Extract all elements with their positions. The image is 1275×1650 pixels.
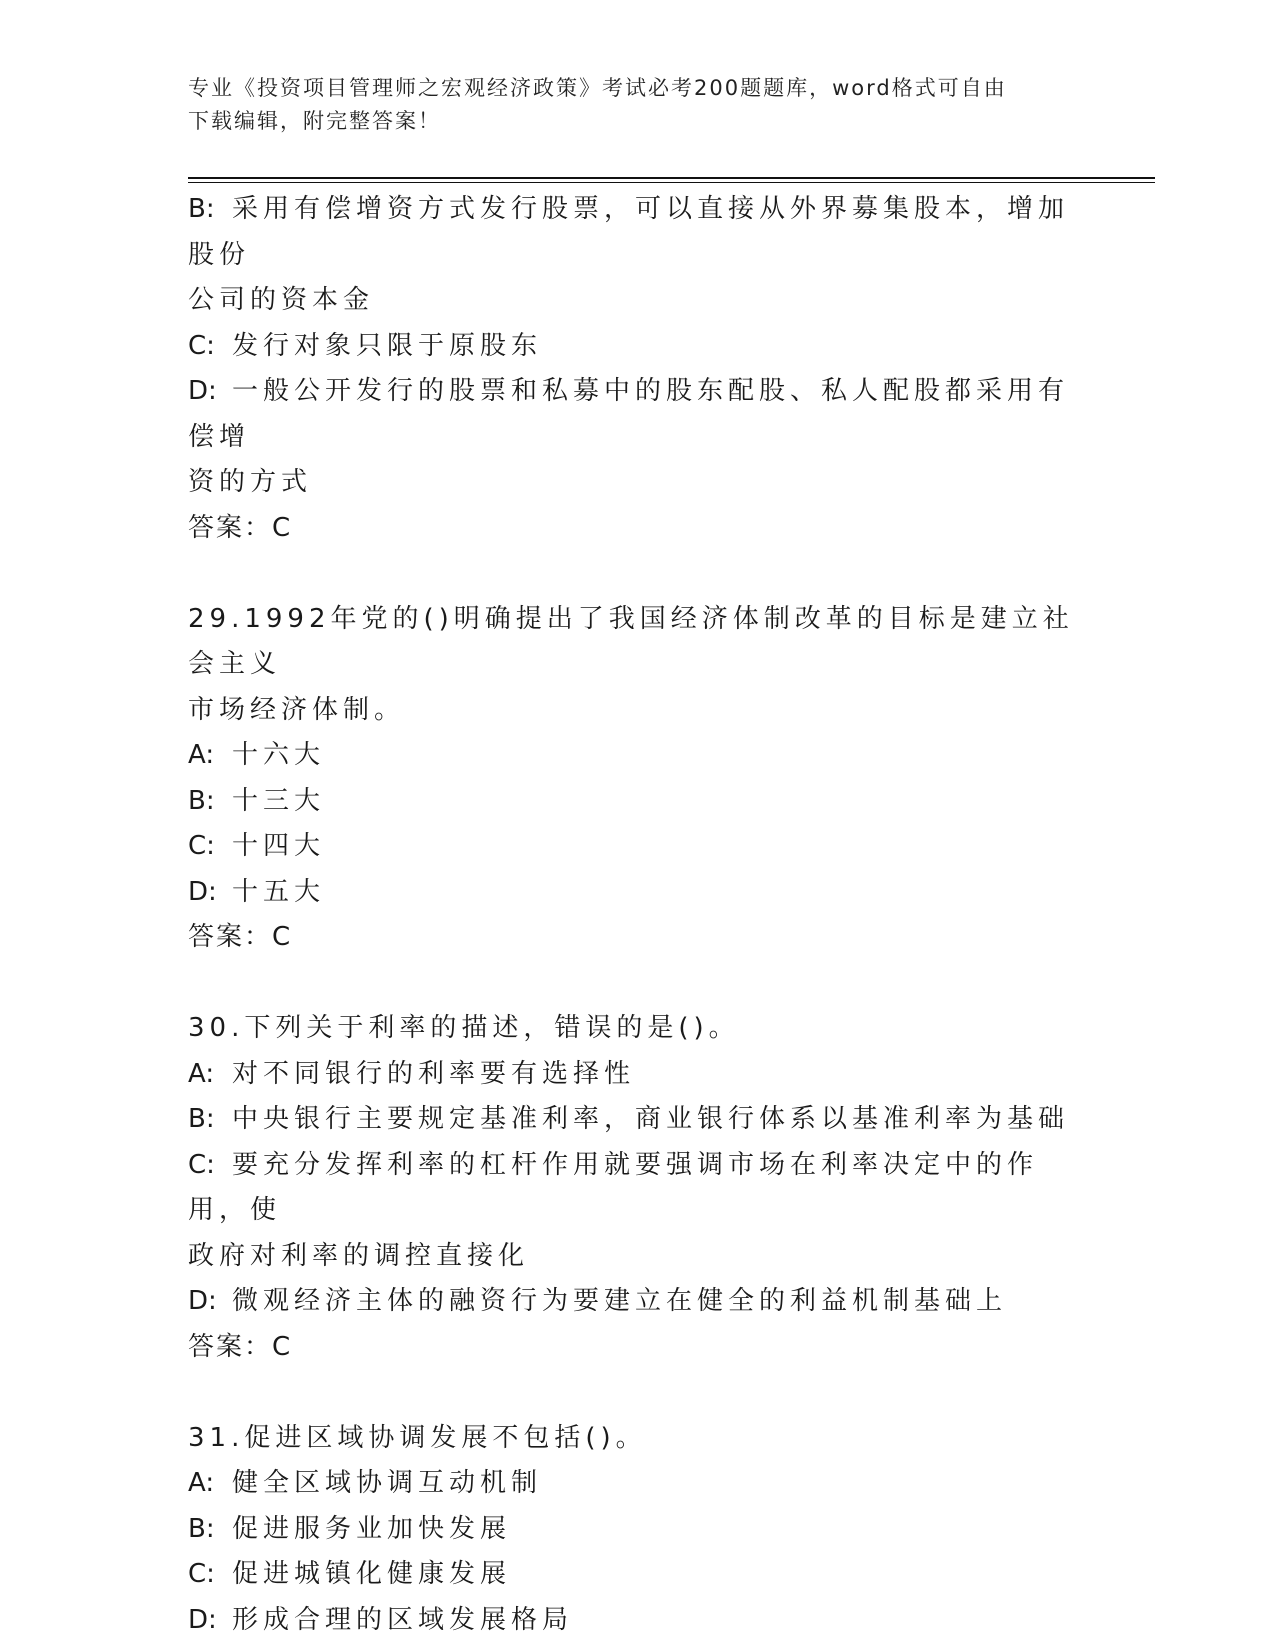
answer: 答案：C bbox=[188, 1331, 293, 1362]
option-text: 形成合理的区域发展格局 bbox=[232, 1604, 574, 1635]
option-c bbox=[188, 1552, 1088, 1598]
option-text: 健全区域协调互动机制 bbox=[232, 1468, 543, 1498]
option-key: A: bbox=[188, 1058, 215, 1089]
document-header bbox=[188, 72, 1088, 138]
answer: 答案：C bbox=[188, 922, 293, 952]
option-text: 十六大 bbox=[232, 740, 326, 770]
option-text: 微观经济主体的融资行为要建立在健全的利益机制基础上 bbox=[232, 1286, 1008, 1316]
question-stem: 31.促进区域协调发展不包括()。 bbox=[188, 1422, 647, 1453]
spacer bbox=[188, 1370, 1088, 1416]
answer: 答案：C bbox=[188, 512, 293, 543]
question-stem-continued: 市场经济体制。 bbox=[188, 694, 406, 725]
question-28-block bbox=[188, 187, 1088, 551]
option-text: 促进服务业加快发展 bbox=[232, 1513, 512, 1544]
option-key: B: bbox=[188, 1513, 215, 1544]
option-text-continued: 政府对利率的调控直接化 bbox=[188, 1240, 530, 1271]
header-rule-thin bbox=[188, 182, 1155, 183]
option-b bbox=[188, 187, 1088, 278]
option-d bbox=[188, 1598, 1088, 1644]
option-key: D: bbox=[188, 1286, 217, 1316]
option-text: 采用有偿增资方式发行股票，可以直接从外界募集股本，增加股份 bbox=[188, 194, 1070, 270]
question-30-block bbox=[188, 1006, 1088, 1370]
option-a bbox=[188, 1461, 1088, 1507]
option-text: 促进城镇化健康发展 bbox=[232, 1559, 512, 1589]
option-key: A: bbox=[188, 740, 215, 770]
option-b bbox=[188, 1097, 1088, 1143]
option-key: B: bbox=[188, 1104, 215, 1134]
spacer bbox=[188, 551, 1088, 597]
header-line-2: 下载编辑，附完整答案！ bbox=[188, 109, 441, 133]
option-key: C: bbox=[188, 1559, 215, 1589]
question-stem: 30.下列关于利率的描述，错误的是()。 bbox=[188, 1013, 740, 1043]
header-line-1: 专业《投资项目管理师之宏观经济政策》考试必考200题题库，word格式可自由 bbox=[188, 76, 1007, 100]
option-d bbox=[188, 369, 1088, 460]
option-d bbox=[188, 870, 1088, 916]
spacer bbox=[188, 961, 1088, 1007]
option-a bbox=[188, 733, 1088, 779]
option-key: B: bbox=[188, 785, 215, 816]
option-b bbox=[188, 779, 1088, 825]
option-a bbox=[188, 1052, 1088, 1098]
option-c bbox=[188, 1143, 1088, 1234]
option-c bbox=[188, 824, 1088, 870]
option-text: 要充分发挥利率的杠杆作用就要强调市场在利率决定中的作用，使 bbox=[188, 1149, 1039, 1225]
option-text: 发行对象只限于原股东 bbox=[232, 330, 543, 361]
option-text: 对不同银行的利率要有选择性 bbox=[232, 1058, 636, 1089]
option-text: 中央银行主要规定基准利率，商业银行体系以基准利率为基础 bbox=[232, 1104, 1070, 1134]
option-key: D: bbox=[188, 876, 217, 907]
option-key: D: bbox=[188, 1604, 217, 1635]
question-stem: 29.1992年党的()明确提出了我国经济体制改革的目标是建立社会主义 bbox=[188, 603, 1074, 679]
option-b bbox=[188, 1507, 1088, 1553]
option-c bbox=[188, 324, 1088, 370]
option-key: A: bbox=[188, 1468, 215, 1498]
option-text-continued: 公司的资本金 bbox=[188, 285, 375, 315]
option-text: 十四大 bbox=[232, 831, 326, 861]
header-rule-thick bbox=[188, 177, 1155, 179]
option-key: D: bbox=[188, 376, 217, 406]
option-text: 十三大 bbox=[232, 785, 326, 816]
question-31-block bbox=[188, 1416, 1088, 1644]
option-text: 十五大 bbox=[232, 876, 326, 907]
option-text: 一般公开发行的股票和私募中的股东配股、私人配股都采用有偿增 bbox=[188, 376, 1070, 452]
option-key: C: bbox=[188, 1149, 215, 1180]
option-d bbox=[188, 1279, 1088, 1325]
option-key: C: bbox=[188, 831, 215, 861]
question-29-block bbox=[188, 597, 1088, 961]
option-key: B: bbox=[188, 194, 215, 224]
option-key: C: bbox=[188, 330, 215, 361]
document-body bbox=[188, 187, 1088, 1643]
option-text-continued: 资的方式 bbox=[188, 467, 313, 497]
